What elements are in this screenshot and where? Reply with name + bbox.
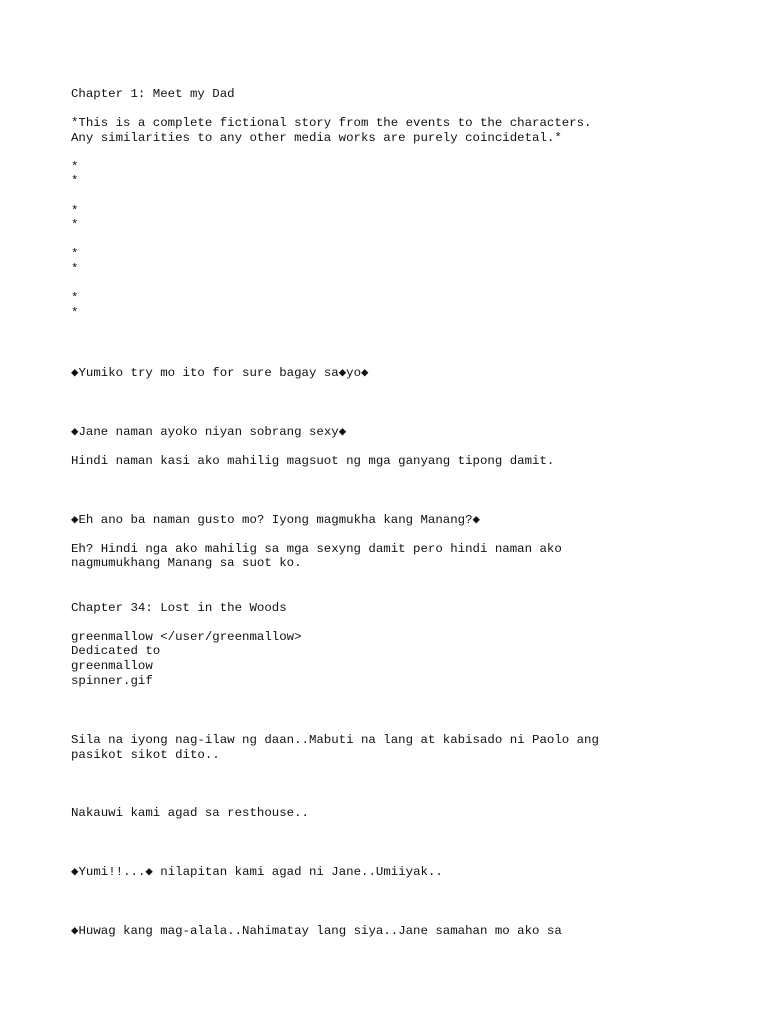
dialogue-line: ◆Jane naman ayoko niyan sobrang sexy◆: [71, 425, 347, 439]
dialogue-line: ◆Yumi!!...◆ nilapitan kami agad ni Jane..Umiiyak..: [71, 865, 443, 879]
separator-asterisk: *: [71, 218, 79, 232]
narration-line: Eh? Hindi nga ako mahilig sa mga sexyng damit pero hindi naman ako: [71, 542, 562, 556]
image-placeholder-text: spinner.gif: [71, 674, 153, 688]
disclaimer-line: Any similarities to any other media works are purely coincidetal.*: [71, 131, 562, 145]
chapter-title: Chapter 1: Meet my Dad: [71, 87, 235, 101]
dialogue-line: ◆Yumiko try mo ito for sure bagay sa◆yo◆: [71, 366, 369, 380]
chapter-title: Chapter 34: Lost in the Woods: [71, 601, 287, 615]
dedication-label: Dedicated to: [71, 644, 161, 658]
narration-line: pasikot sikot dito..: [71, 748, 220, 762]
author-link[interactable]: greenmallow </user/greenmallow>: [71, 630, 302, 644]
dialogue-line: ◆Huwag kang mag-alala..Nahimatay lang siya..Jane samahan mo ako sa: [71, 924, 562, 938]
narration-line: Hindi naman kasi ako mahilig magsuot ng mga ganyang tipong damit.: [71, 454, 555, 468]
dedication-name: greenmallow: [71, 659, 153, 673]
narration-line: nagmumukhang Manang sa suot ko.: [71, 556, 302, 570]
separator-asterisk: *: [71, 160, 79, 174]
separator-asterisk: *: [71, 262, 79, 276]
separator-asterisk: *: [71, 291, 79, 305]
separator-asterisk: *: [71, 174, 79, 188]
separator-asterisk: *: [71, 247, 79, 261]
narration-line: Nakauwi kami agad sa resthouse..: [71, 806, 309, 820]
dialogue-line: ◆Eh ano ba naman gusto mo? Iyong magmukha kang Manang?◆: [71, 513, 481, 527]
separator-asterisk: *: [71, 306, 79, 320]
narration-line: Sila na iyong nag-ilaw ng daan..Mabuti na lang at kabisado ni Paolo ang: [71, 733, 599, 747]
separator-asterisk: *: [71, 204, 79, 218]
disclaimer-line: *This is a complete fictional story from the events to the characters.: [71, 116, 592, 130]
